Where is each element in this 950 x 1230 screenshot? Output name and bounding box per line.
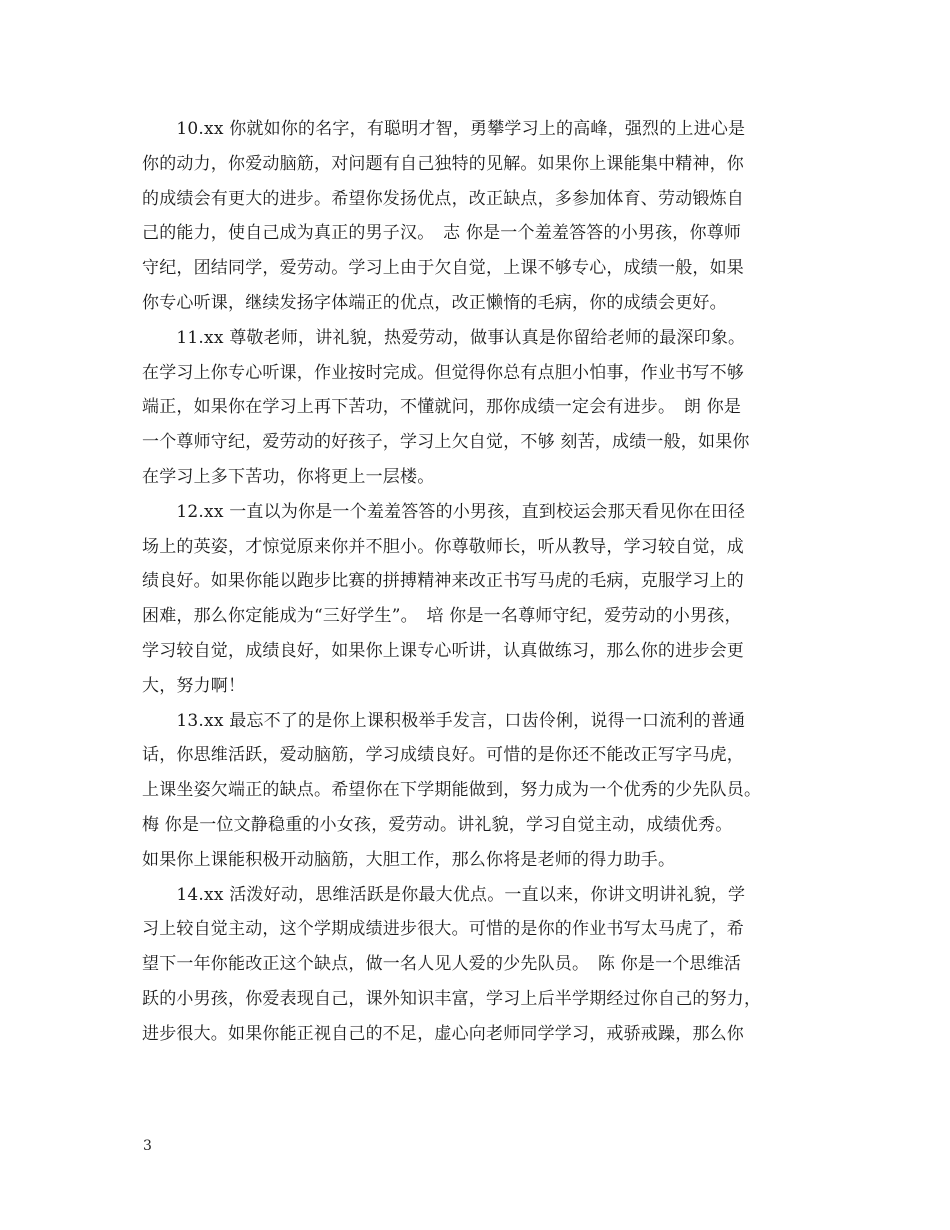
text-line: 13.xx 最忘不了的是你上课积极举手发言，口齿伶俐，说得一口流利的普通: [142, 710, 746, 731]
text-line: 10.xx 你就如你的名字，有聪明才智，勇攀学习上的高峰，强烈的上进心是: [142, 119, 746, 139]
text-line: 己的能力，使自己成为真正的男子汉。 志 你是一个羞羞答答的小男孩，你尊师: [142, 223, 742, 244]
text-line: 上课坐姿欠端正的缺点。希望你在下学期能做到，努力成为一个优秀的少先队员。: [142, 780, 762, 801]
text-line: 12.xx 一直以为你是一个羞羞答答的小男孩，直到校运会那天看见你在田径: [142, 501, 746, 522]
text-line: 如果你上课能积极开动脑筋，大胆工作，那么你将是老师的得力助手。: [142, 849, 676, 870]
text-line: 你的动力，你爱动脑筋，对问题有自己独特的见解。如果你上课能集中精神，你: [142, 153, 744, 174]
text-line: 一个尊师守纪，爱劳动的好孩子，学习上欠自觉，不够 刻苦，成绩一般，如果你: [142, 432, 750, 453]
text-line: 在学习上多下苦功，你将更上一层楼。: [142, 466, 435, 487]
text-line: 话，你思维活跃，爱动脑筋，学习成绩良好。可惜的是你还不能改正写字马虎，: [142, 745, 744, 766]
text-line: 端正，如果你在学习上再下苦功，不懂就问，那你成绩一定会有进步。 朗 你是: [142, 397, 742, 418]
text-line: 习上较自觉主动，这个学期成绩进步很大。可惜的是你的作业书写太马虎了，希: [142, 919, 744, 940]
text-line: 学习较自觉，成绩良好，如果你上课专心听讲，认真做练习，那么你的进步会更: [142, 640, 744, 661]
text-line: 困难，那么你定能成为“三好学生”。 培 你是一名尊师守纪，爱劳动的小男孩，: [142, 606, 742, 627]
document-body: [142, 112, 810, 1052]
text-line: 跃的小男孩，你爱表现自己，课外知识丰富，学习上后半学期经过你自己的努力，: [142, 988, 762, 1009]
text-line: 梅 你是一位文静稳重的小女孩，爱劳动。讲礼貌，学习自觉主动，成绩优秀。: [142, 814, 733, 835]
text-line: 14.xx 活泼好动，思维活跃是你最大优点。一直以来，你讲文明讲礼貌，学: [142, 884, 746, 905]
text-line: 进步很大。如果你能正视自己的不足，虚心向老师同学学习，戒骄戒躁，那么你: [142, 1023, 744, 1044]
text-line: 场上的英姿，才惊觉原来你并不胆小。你尊敬师长，听从教导，学习较自觉，成: [142, 536, 744, 557]
text-line: 大，努力啊！: [142, 675, 246, 696]
text-line: 你专心听课，继续发扬字体端正的优点，改正懒惰的毛病，你的成绩会更好。: [142, 292, 727, 313]
text-line: 的成绩会有更大的进步。希望你发扬优点，改正缺点，多参加体育、劳动锻炼自: [142, 188, 744, 209]
text-line: 11.xx 尊敬老师，讲礼貌，热爱劳动，做事认真是你留给老师的最深印象。: [142, 327, 746, 348]
text-line: 望下一年你能改正这个缺点，做一名人见人爱的少先队员。 陈 你是一个思维活: [142, 954, 742, 975]
text-line: 在学习上你专心听课，作业按时完成。但觉得你总有点胆小怕事，作业书写不够: [142, 362, 744, 383]
page-number: 3: [143, 1138, 152, 1154]
text-line: 绩良好。如果你能以跑步比赛的拼搏精神来改正书写马虎的毛病，克服学习上的: [142, 571, 744, 592]
text-line: 守纪，团结同学，爱劳动。学习上由于欠自觉，上课不够专心，成绩一般，如果: [142, 258, 744, 279]
